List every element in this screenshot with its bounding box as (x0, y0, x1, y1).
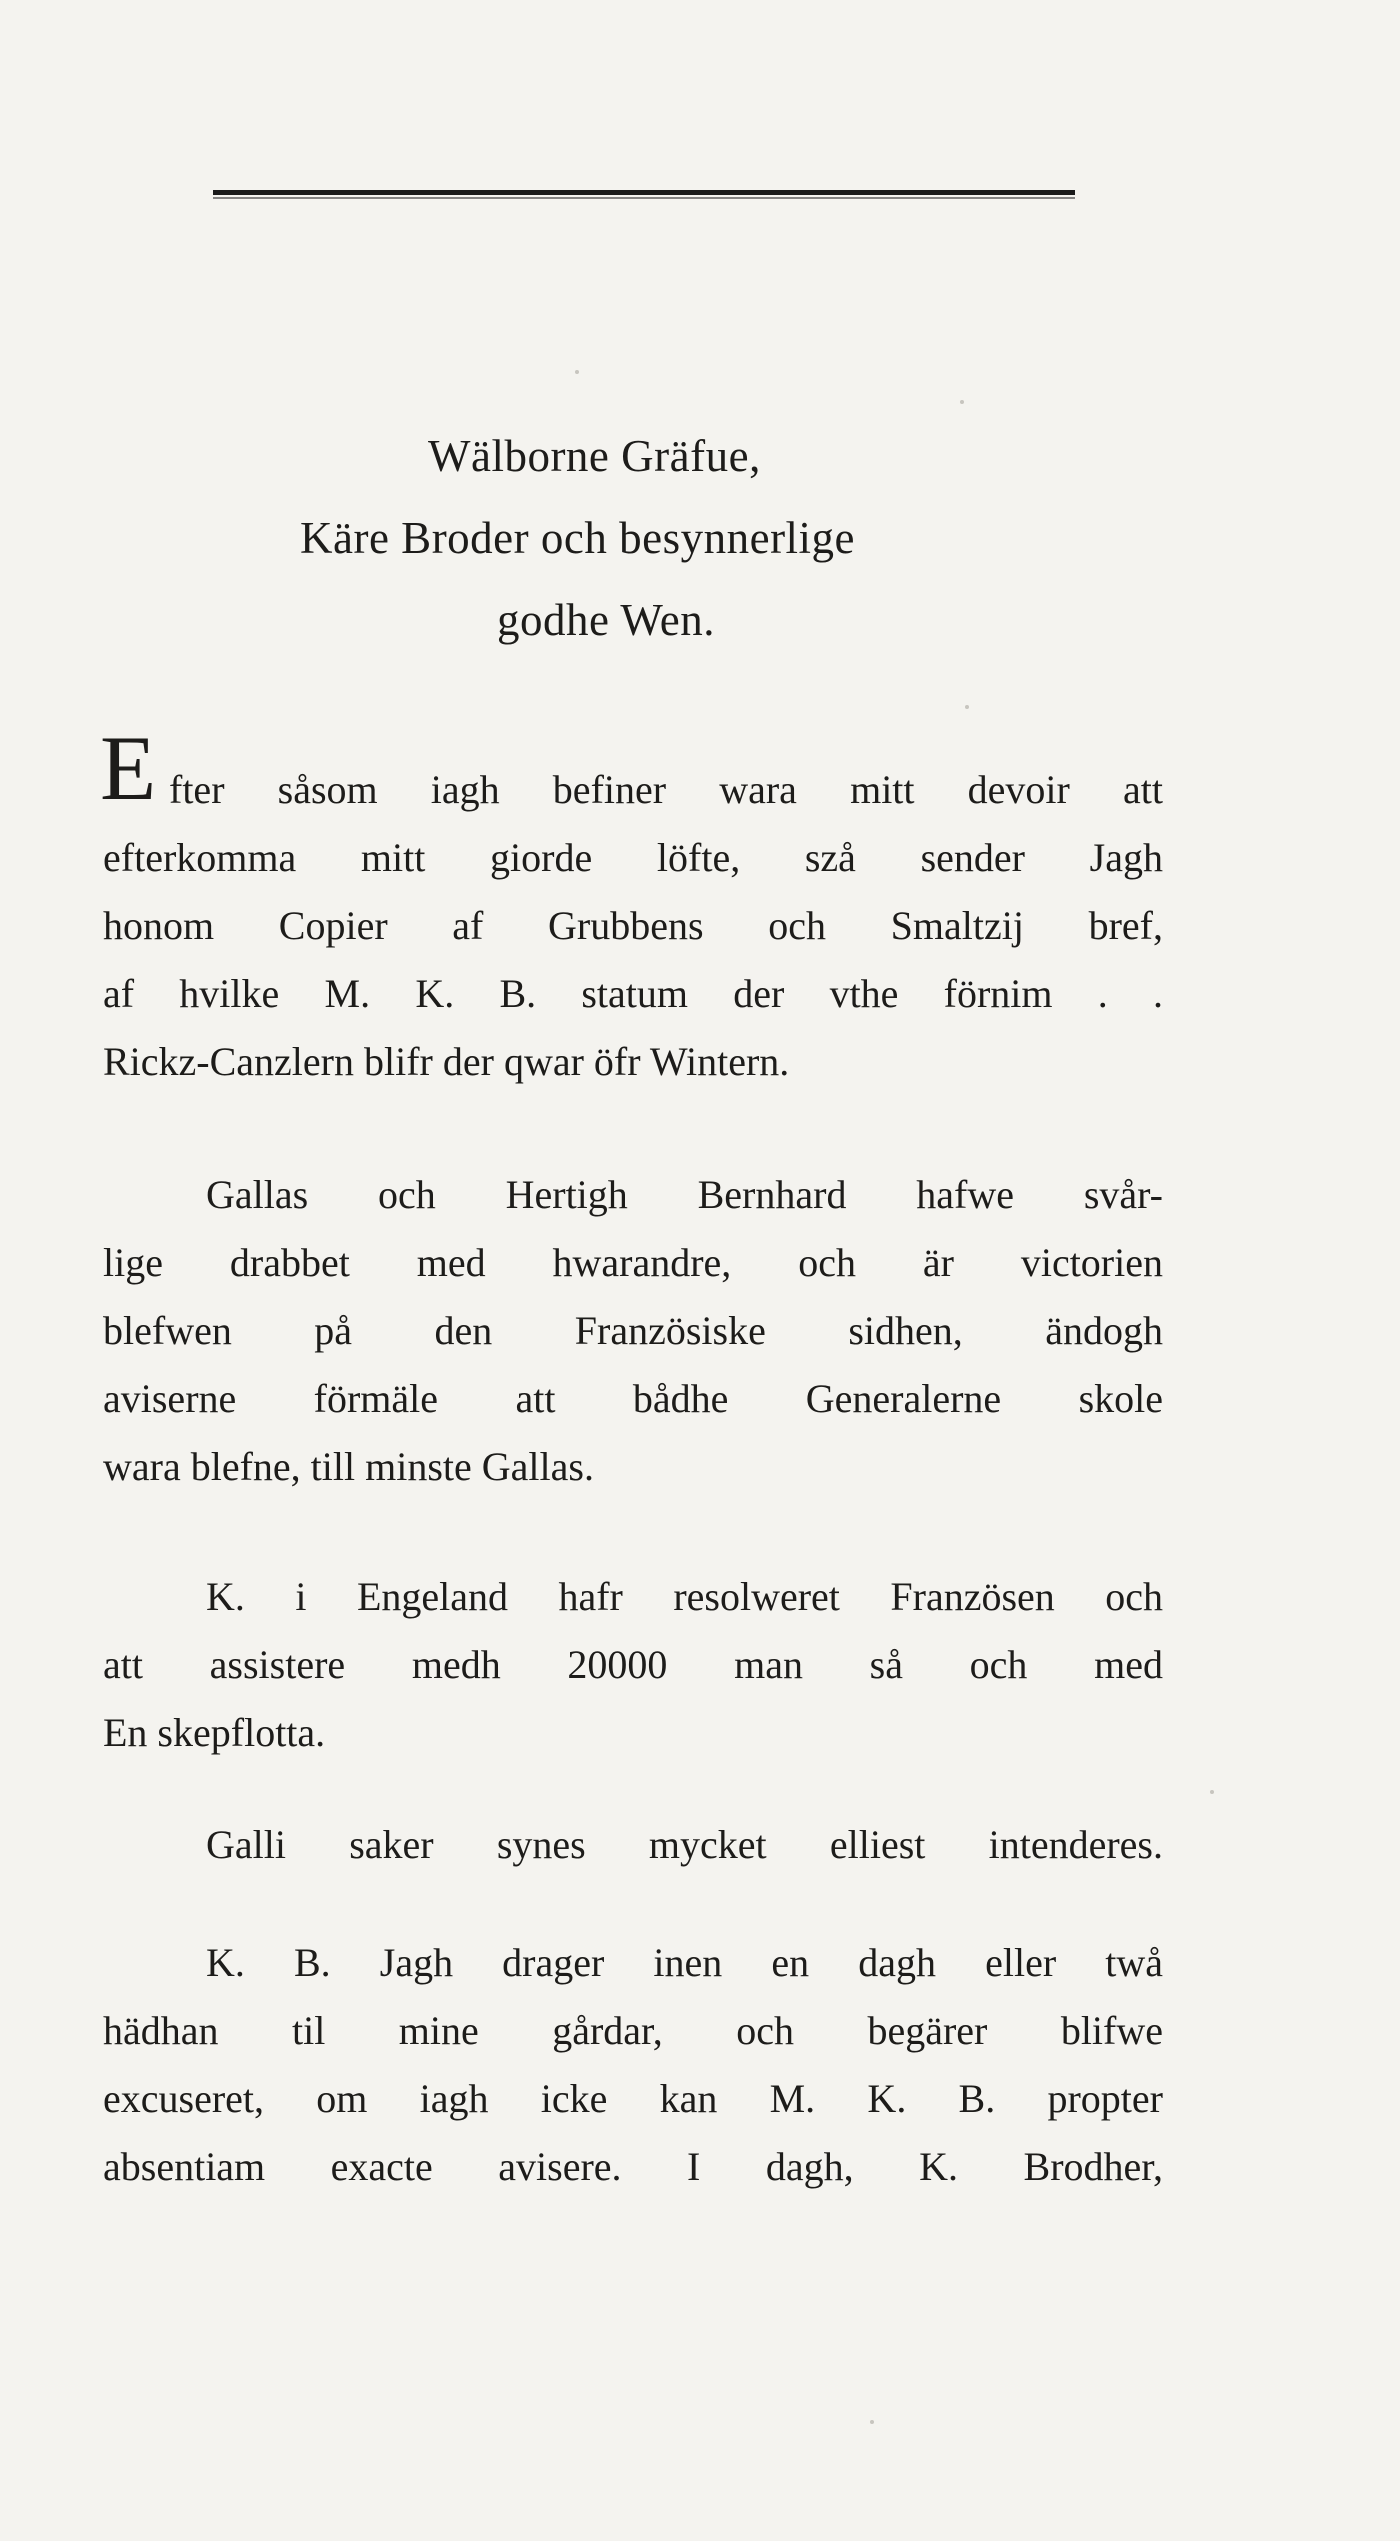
paragraph-1-line: fter såsom iagh befiner wara mitt devoir att (169, 767, 1163, 812)
header-rule (213, 190, 1075, 195)
paper-speck (965, 705, 969, 709)
paragraph-1-line: Rickz-Canzlern blifr der qwar öfr Wintern. (103, 1039, 790, 1084)
paragraph-3-line: att assistere medh 20000 man så och med (103, 1642, 1163, 1687)
paragraph-5-line: absentiam exacte avisere. I dagh, K. Brodher, (103, 2144, 1163, 2189)
drop-cap: E (100, 717, 157, 819)
paper-speck (960, 400, 964, 404)
paper-speck (870, 2420, 874, 2424)
paragraph-3-line: En skepflotta. (103, 1710, 326, 1755)
paragraph-2-line: lige drabbet med hwarandre, och är victorien (103, 1240, 1163, 1285)
paragraph-5-line: K. B. Jagh drager inen en dagh eller twå (206, 1940, 1163, 1985)
salutation-line-1: Wälborne Gräfue, (428, 431, 761, 481)
paper-speck (1210, 1790, 1214, 1794)
salutation-line-2: Käre Broder och besynnerlige (300, 513, 856, 563)
paragraph-5-line: hädhan til mine gårdar, och begärer blifwe (103, 2008, 1163, 2053)
salutation-line-3: godhe Wen. (497, 595, 716, 645)
paragraph-1-line: honom Copier af Grubbens och Smaltzij bref, (103, 903, 1163, 948)
paper-speck (575, 370, 579, 374)
header-rule-shadow (213, 197, 1075, 199)
paragraph-1-line: af hvilke M. K. B. statum der vthe förnim . . (103, 971, 1163, 1016)
paragraph-4-line: Galli saker synes mycket elliest intenderes. (206, 1822, 1163, 1867)
paragraph-5-line: excuseret, om iagh icke kan M. K. B. propter (103, 2076, 1163, 2121)
paragraph-2-line: wara blefne, till minste Gallas. (103, 1444, 594, 1489)
paragraph-2-line: blefwen på den Französiske sidhen, ändogh (103, 1308, 1163, 1353)
paragraph-3-line: K. i Engeland hafr resolweret Französen och (206, 1574, 1163, 1619)
paragraph-2-line: Gallas och Hertigh Bernhard hafwe svår- (206, 1172, 1163, 1217)
paragraph-1-line: efterkomma mitt giorde löfte, szå sender Jagh (103, 835, 1163, 880)
paragraph-2-line: aviserne förmäle att bådhe Generalerne skole (103, 1376, 1163, 1421)
